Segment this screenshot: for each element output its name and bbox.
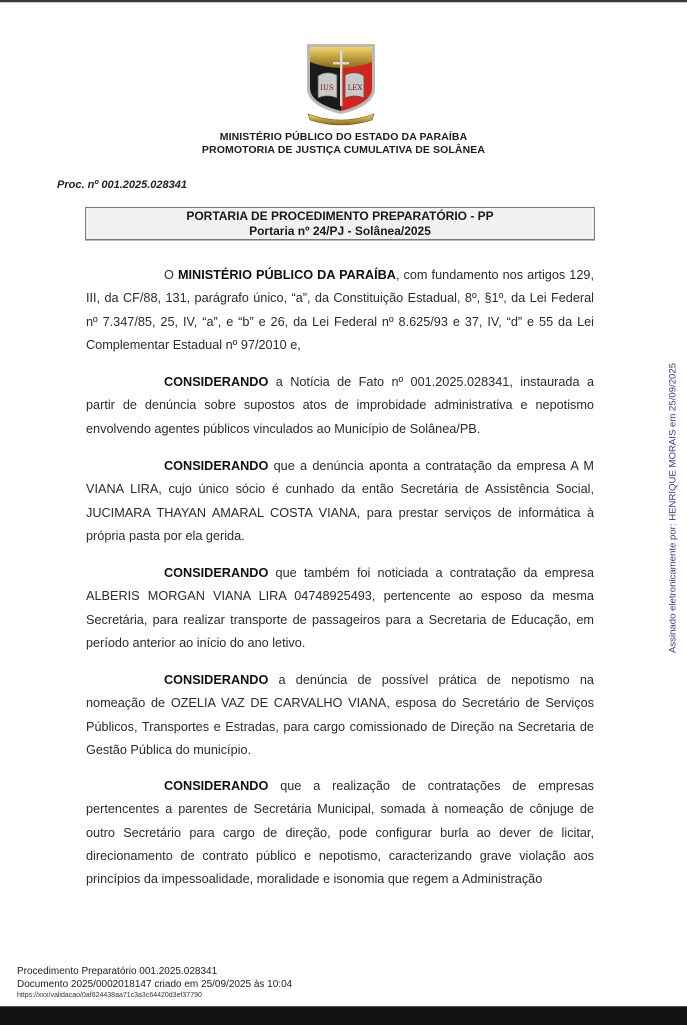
footer-document-info: Documento 2025/0002018147 criado em 25/09/2025 às 10:04	[17, 979, 293, 990]
paragraph-considerando-5	[86, 775, 594, 891]
paragraph-considerando-1	[86, 371, 594, 441]
portaria-number: Portaria nº 24/PJ - Solânea/2025	[249, 223, 431, 238]
paragraph-text: que a realização de contratações de empresas pertencentes a parentes de Secretária Municipal, somada à nomeação de cônjuge de outro Secretário para cargo de direção, pode configurar burla ao dever de licitar, direcionamento de contrato público e nepotismo, caracterizando grave violação aos princípios da impessoalidade, moralidade e isonomia que regem a Administração	[86, 779, 594, 887]
svg-text:IUS: IUS	[320, 84, 334, 92]
paragraph-text: que também foi noticiada a contratação da empresa ALBERIS MORGAN VIANA LIRA 04748925493, pertencente ao esposo da mesma Secretária, para realizar transporte de passageiros para a Secretaria de Educação, em período anterior ao início do ano letivo.	[86, 566, 594, 650]
paragraph-bold: CONSIDERANDO	[164, 566, 269, 580]
paragraph-bold: CONSIDERANDO	[164, 459, 269, 473]
paragraph-lead: O	[164, 268, 178, 282]
process-number: Proc. nº 001.2025.028341	[57, 179, 188, 191]
svg-text:LEX: LEX	[347, 84, 363, 92]
bottom-edge-bar	[0, 1006, 687, 1025]
paragraph-text: que a denúncia aponta a contratação da empresa A M VIANA LIRA, cujo único sócio é cunhado da então Secretária de Assistência Social, JUCIMARA THAYAN AMARAL COSTA VIANA, para prestar serviços de informática à própria pasta por ela gerida.	[86, 459, 594, 543]
paragraph-text: , com fundamento nos artigos 129, III, da CF/88, 131, parágrafo único, “a”, da Constituição Estadual, 8º, §1º, da Lei Federal nº 7.347/85, 25, IV, “a”, e “b” e 26, da Lei Federal nº 8.625/93 e 37, IV, “d” e 55 da Lei Complementar Estadual nº 97/2010 e,	[86, 268, 594, 352]
paragraph-preamble	[86, 264, 594, 357]
ministerio-publico-crest-icon	[302, 40, 380, 126]
footer-procedure: Procedimento Preparatório 001.2025.028341	[17, 966, 218, 977]
paragraph-text: a Notícia de Fato nº 001.2025.028341, instaurada a partir de denúncia sobre supostos atos de improbidade administrativa e nepotismo envolvendo agentes públicos vinculados ao Município de Solânea/PB.	[86, 375, 594, 436]
paragraph-bold: CONSIDERANDO	[164, 779, 269, 793]
paragraph-bold: CONSIDERANDO	[164, 375, 269, 389]
signature-text: Assinado eletronicamente por: HENRIQUE MORAIS em 25/09/2025	[667, 362, 679, 654]
paragraph-text: a denúncia de possível prática de nepotismo na nomeação de OZELIA VAZ DE CARVALHO VIANA, esposa do Secretário de Serviços Públicos, Transportes e Estradas, para cargo comissionado de Direção na Secretaria de Gestão Pública do município.	[86, 673, 594, 757]
paragraph-bold: MINISTÉRIO PÚBLICO DA PARAÍBA	[177, 268, 396, 282]
paragraph-bold: CONSIDERANDO	[164, 673, 269, 687]
paragraph-considerando-3	[86, 562, 594, 655]
org-name: MINISTÉRIO PÚBLICO DO ESTADO DA PARAÍBA	[219, 131, 468, 143]
document-title: PORTARIA DE PROCEDIMENTO PREPARATÓRIO - PP	[186, 209, 494, 223]
paragraph-considerando-2	[86, 455, 594, 548]
paragraph-considerando-4	[86, 669, 594, 762]
promotoria-name: PROMOTORIA DE JUSTIÇA CUMULATIVA DE SOLÂNEA	[201, 144, 486, 156]
footer-validation-link[interactable]: https://xxx/validacao/0af824438aa71c3a3c64420d3ef37790	[17, 992, 202, 999]
top-edge-line	[0, 2, 687, 3]
document-title-box	[85, 207, 595, 240]
